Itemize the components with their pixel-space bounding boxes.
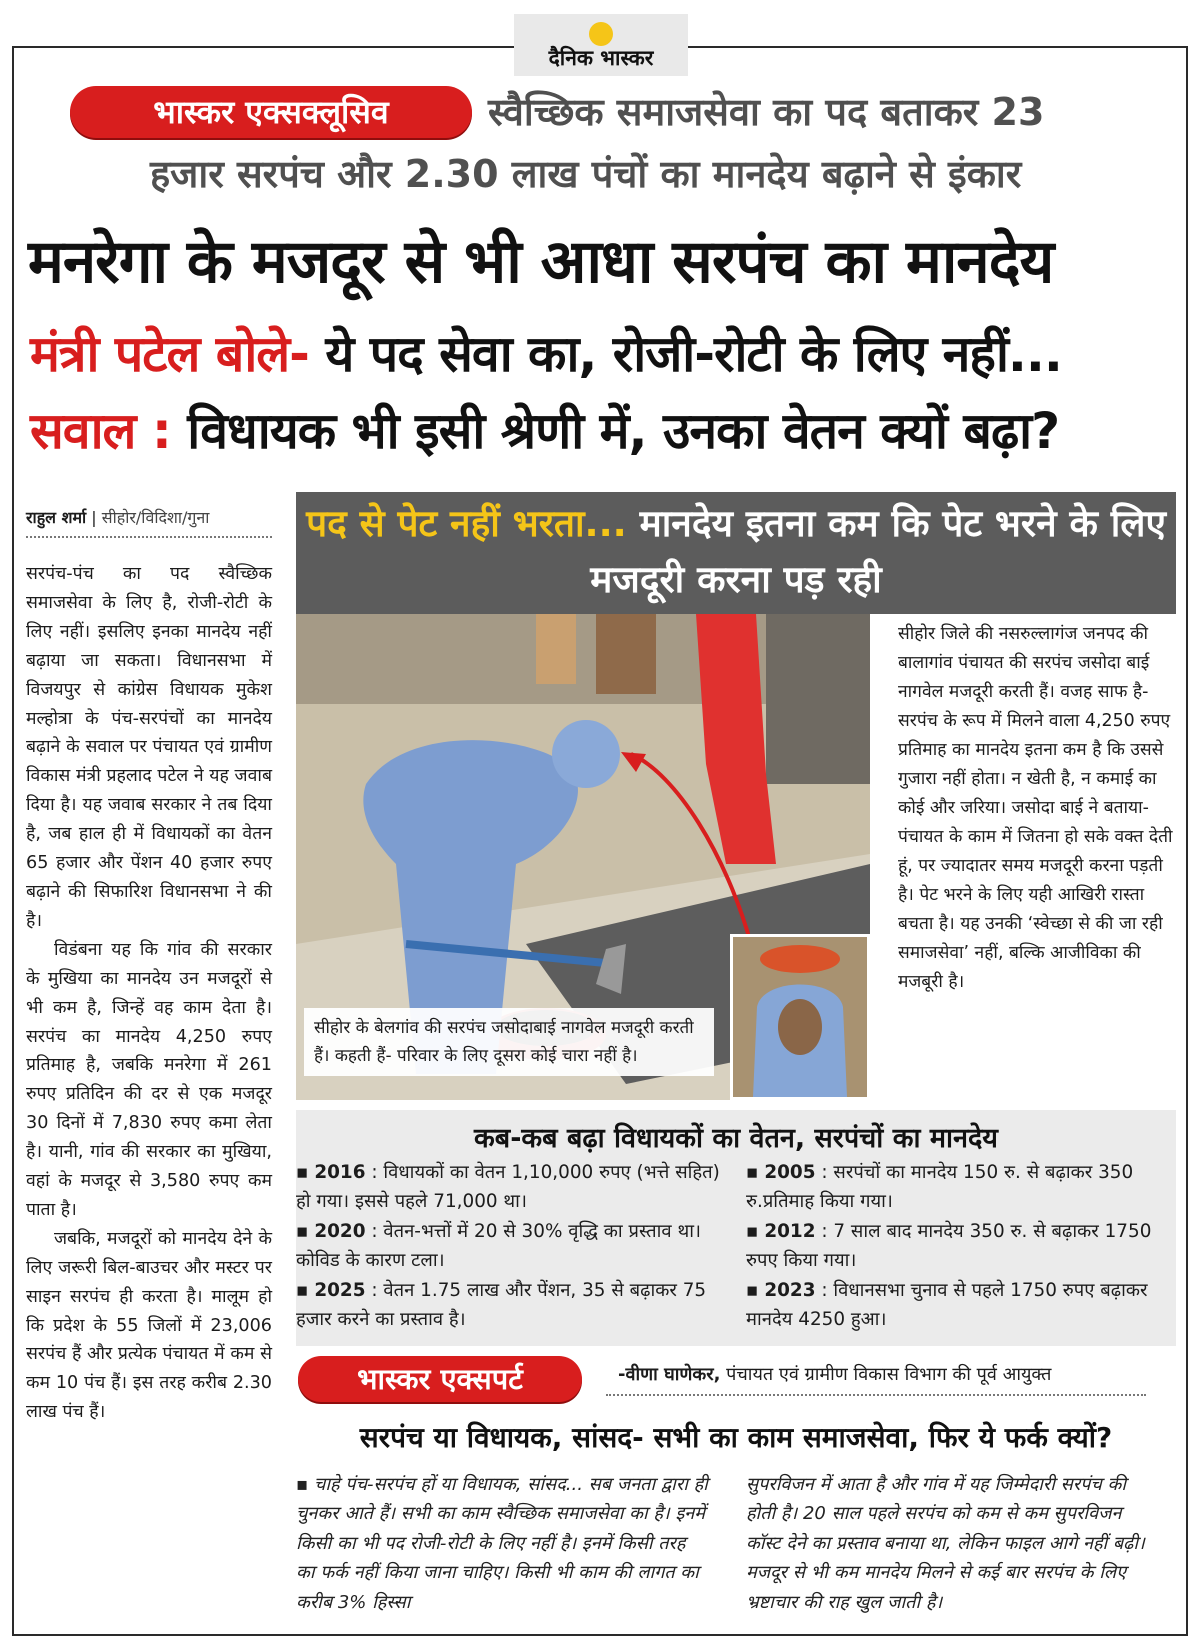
expert-answer-left-text: चाहे पंच-सरपंच हों या विधायक, सांसद... सब जनता द्वारा ही चुनकर आते हैं। सभी का काम स्वैच्छिक समाजसेवा का है। इनमें किसी का भी पद रोजी-रोटी के लिए नहीं है। इनमें किसी तरह का फर्क नहीं किया जाना चाहिए। किसी भी काम की लागत का करीब 3% हिस्सा — [296, 1474, 708, 1613]
timeline-year: 2025 — [314, 1279, 366, 1301]
timeline-mla-column — [296, 1158, 726, 1334]
kicker-line-2: हजार सरपंच और 2.30 लाख पंचों का मानदेय बढ़ाने से इंकार — [150, 152, 1022, 196]
timeline-year: 2012 — [764, 1220, 816, 1242]
timeline-item: ▪ 2016 : विधायकों का वेतन 1,10,000 रुपए (भत्ते सहित) हो गया। इससे पहले 71,000 था। — [296, 1162, 720, 1213]
byline: राहुल शर्मा | सीहोर/विदिशा/गुना — [26, 506, 272, 538]
timeline-year: 2023 — [764, 1279, 816, 1301]
deck-question-text: विधायक भी इसी श्रेणी में, उनका वेतन क्यों बढ़ा? — [170, 402, 1060, 460]
deck-question-lead: सवाल : — [30, 402, 171, 460]
exclusive-tag: भास्कर एक्सक्लूसिव — [70, 86, 472, 138]
sun-icon — [589, 22, 613, 46]
timeline-year: 2016 — [314, 1162, 366, 1183]
masthead-logo — [514, 14, 688, 76]
timeline-item: ▪ 2020 : वेतन-भत्तों में 20 से 30% वृद्धि का प्रस्ताव था। कोविड के कारण टला। — [296, 1220, 701, 1272]
timeline-item: ▪ 2023 : विधानसभा चुनाव से पहले 1750 रुपए बढ़ाकर मानदेय 4250 हुआ। — [746, 1279, 1148, 1331]
expert-title: पंचायत एवं ग्रामीण विकास विभाग की पूर्व आयुक्त — [720, 1364, 1052, 1385]
main-headline: मनरेगा के मजदूर से भी आधा सरपंच का मानदेय — [28, 227, 1054, 297]
body-paragraph-2: विडंबना यह कि गांव की सरकार के मुखिया का मानदेय उन मजदूरों से भी कम है, जिन्हें वह काम देता है। सरपंच का मानदेय 4,250 रुपए प्रतिमाह है, जबकि मनरेगा में 261 रुपए प्रतिदिन की दर से एक मजदूर 30 दिनों में 7,830 रुपए कमा लेता है। यानी, गांव की सरकार का मुखिया, वहां के मजदूर से 3,580 रुपए कम पाता है। — [26, 939, 272, 1220]
timeline-text: : विधानसभा चुनाव से पहले 1750 रुपए बढ़ाकर मानदेय 4250 हुआ। — [746, 1279, 1148, 1331]
expert-answer-right: सुपरविजन में आता है और गांव में यह जिम्मेदारी सरपंच की होती है। 20 साल पहले सरपंच को कम से कम सुपरविजन कॉस्ट देने का प्रस्ताव बनाया था, लेकिन फाइल आगे नहीं बढ़ी। मजदूर से भी कम मानदेय मिलने से कई बार सरपंच के लिए भ्रष्टाचार की राह खुल जाती है। — [746, 1474, 1145, 1613]
deck-minister-lead: मंत्री पटेल बोले- — [30, 325, 309, 383]
expert-credit — [618, 1362, 1051, 1386]
timeline-item: ▪ 2005 : सरपंचों का मानदेय 150 रु. से बढ़ाकर 350 रु.प्रतिमाह किया गया। — [746, 1162, 1134, 1213]
timeline-text: : वेतन 1.75 लाख और पेंशन, 35 से बढ़ाकर 75 हजार करने का प्रस्ताव है। — [296, 1279, 707, 1331]
timeline-text: : सरपंचों का मानदेय 150 रु. से बढ़ाकर 350 रु.प्रतिमाह किया गया। — [746, 1162, 1134, 1213]
byline-author: राहुल शर्मा — [26, 508, 87, 527]
photo-caption: सीहोर के बेलगांव की सरपंच जसोदाबाई नागवेल मजदूरी करती हैं। कहती हैं- परिवार के लिए दूसरा कोई चारा नहीं है। — [304, 1008, 714, 1076]
divider — [606, 1394, 1146, 1396]
photo-header-lead: पद से पेट नहीं भरता... — [306, 502, 627, 545]
kicker-line-1: स्वैच्छिक समाजसेवा का पद बताकर 23 — [488, 90, 1045, 134]
deck-question — [30, 395, 1059, 463]
inset-portrait — [733, 937, 867, 1097]
deck-minister — [30, 318, 1062, 386]
timeline-year: 2005 — [764, 1162, 816, 1183]
byline-places: सीहोर/विदिशा/गुना — [101, 508, 210, 527]
body-paragraph-1: सरपंच-पंच का पद स्वैच्छिक समाजसेवा के लिए है, रोजी-रोटी के लिए नहीं। इसलिए इनका मानदेय नहीं बढ़ाया जा सकता। विधानसभा में विजयपुर से कांग्रेस विधायक मुकेश मल्होत्रा के पंच-सरपंचों का मानदेय बढ़ाने के सवाल पर पंचायत एवं ग्रामीण विकास मंत्री प्रहलाद पटेल ने यह जवाब दिया है। यह जवाब सरकार ने तब दिया है, जब हाल ही में विधायकों का वेतन 65 हजार और पेंशन 40 हजार रुपए बढ़ाने की सिफारिश विधानसभा ने की है। — [26, 564, 272, 931]
photo-header — [296, 492, 1176, 614]
expert-tag: भास्कर एक्सपर्ट — [298, 1356, 582, 1402]
photo-header-text: मानदेय इतना कम कि पेट भरने के लिए मजदूरी करना पड़ रही — [590, 502, 1166, 601]
timeline-text: : 7 साल बाद मानदेय 350 रु. से बढ़ाकर 1750 रुपए किया गया। — [746, 1220, 1152, 1272]
body-column — [26, 560, 272, 1427]
expert-name: -वीणा घाणेकर, — [618, 1364, 721, 1385]
timeline-title: कब-कब बढ़ा विधायकों का वेतन, सरपंचों का मानदेय — [474, 1123, 998, 1154]
inset-photo — [730, 934, 870, 1100]
body-paragraph-3: जबकि, मजदूरों को मानदेय देने के लिए जरूरी बिल-बाउचर और मस्टर पर साइन सरपंच ही करता है। मालूम हो कि प्रदेश के 55 जिलों में 23,006 सरपंच हैं और प्रत्येक पंचायत में कम से कम 10 पंच हैं। इस तरह करीब 2.30 लाख पंच हैं। — [26, 1228, 272, 1423]
expert-question: सरपंच या विधायक, सांसद- सभी का काम समाजसेवा, फिर ये फर्क क्यों? — [359, 1421, 1113, 1454]
timeline-item: ▪ 2012 : 7 साल बाद मानदेय 350 रु. से बढ़ाकर 1750 रुपए किया गया। — [746, 1220, 1152, 1272]
deck-minister-text: ये पद सेवा का, रोजी-रोटी के लिए नहीं... — [308, 325, 1062, 383]
timeline-text: : विधायकों का वेतन 1,10,000 रुपए (भत्ते सहित) हो गया। इससे पहले 71,000 था। — [296, 1162, 720, 1213]
timeline-text: : वेतन-भत्तों में 20 से 30% वृद्धि का प्रस्ताव था। कोविड के कारण टला। — [296, 1220, 701, 1272]
timeline-item: ▪ 2025 : वेतन 1.75 लाख और पेंशन, 35 से बढ़ाकर 75 हजार करने का प्रस्ताव है। — [296, 1279, 707, 1331]
masthead-name: दैनिक भास्कर — [548, 46, 654, 70]
expert-answer-left: ▪ चाहे पंच-सरपंच हों या विधायक, सांसद... सब जनता द्वारा ही चुनकर आते हैं। सभी का काम स्वैच्छिक समाजसेवा का है। इनमें किसी का भी पद रोजी-रोटी के लिए नहीं है। इनमें किसी तरह का फर्क नहीं किया जाना चाहिए। किसी भी काम की लागत का करीब 3% हिस्सा — [296, 1474, 708, 1613]
timeline-sarpanch-column — [746, 1158, 1176, 1334]
side-story: सीहोर जिले की नसरुल्लागंज जनपद की बालागांव पंचायत की सरपंच जसोदा बाई नागवेल मजदूरी करती हैं। वजह साफ है- सरपंच के रूप में मिलने वाला 4,250 रुपए प्रतिमाह का मानदेय इतना कम है कि उससे गुजारा नहीं होता। न खेती है, न कमाई का कोई और जरिया। जसोदा बाई ने बताया- पंचायत के काम में जितना हो सके वक्त देती हूं, पर ज्यादातर समय मजदूरी करना पड़ती है। पेट भरने के लिए यही आखिरी रास्ता बचता है। यह उनकी ‘स्वेच्छा से की जा रही समाजसेवा’ नहीं, बल्कि आजीविका की मजबूरी है। — [898, 624, 1173, 992]
timeline-year: 2020 — [314, 1220, 366, 1242]
